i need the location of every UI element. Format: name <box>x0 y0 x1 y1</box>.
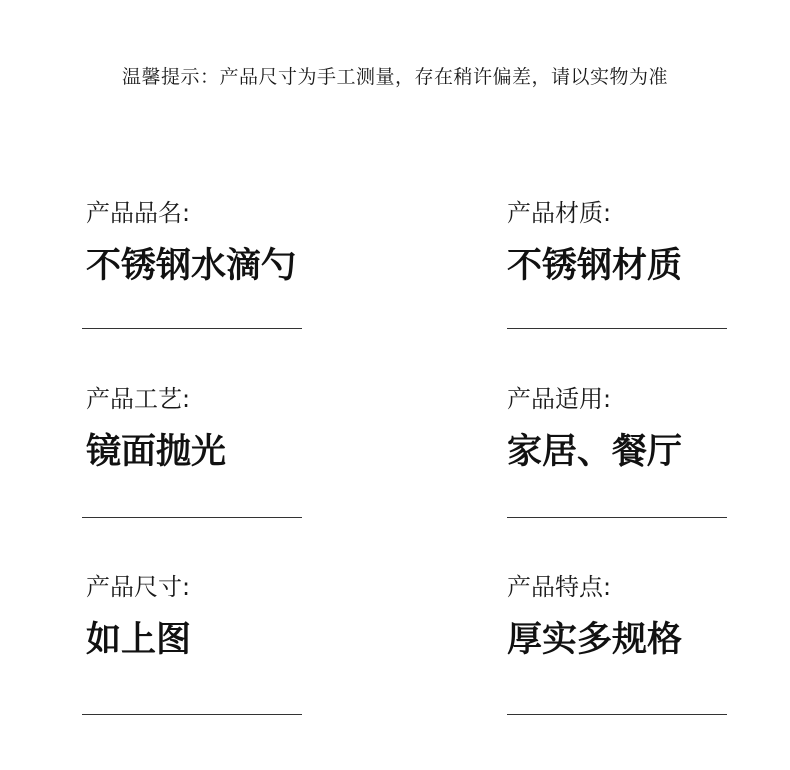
divider-line <box>507 517 727 518</box>
spec-value: 家居、餐厅 <box>507 432 683 472</box>
spec-value: 不锈钢水滴勺 <box>86 246 297 286</box>
spec-value: 不锈钢材质 <box>507 246 683 286</box>
spec-label: 产品适用: <box>507 385 612 413</box>
spec-applicable <box>507 384 729 472</box>
divider-line <box>82 517 302 518</box>
spec-value: 厚实多规格 <box>507 620 683 660</box>
divider-line <box>507 714 727 715</box>
spec-label: 产品材质: <box>507 199 612 227</box>
spec-product-name <box>86 198 308 286</box>
spec-features <box>507 572 729 660</box>
spec-label: 产品特点: <box>507 573 612 601</box>
spec-label: 产品品名: <box>86 199 191 227</box>
spec-material <box>507 198 729 286</box>
divider-line <box>82 714 302 715</box>
spec-size <box>86 572 308 660</box>
divider-line <box>507 328 727 329</box>
spec-craft <box>86 384 308 472</box>
spec-value: 如上图 <box>86 620 192 660</box>
spec-label: 产品工艺: <box>86 385 191 413</box>
spec-value: 镜面抛光 <box>86 432 227 472</box>
divider-line <box>82 328 302 329</box>
spec-label: 产品尺寸: <box>86 573 191 601</box>
notice-text: 温馨提示：产品尺寸为手工测量，存在稍许偏差，请以实物为准 <box>121 66 668 88</box>
